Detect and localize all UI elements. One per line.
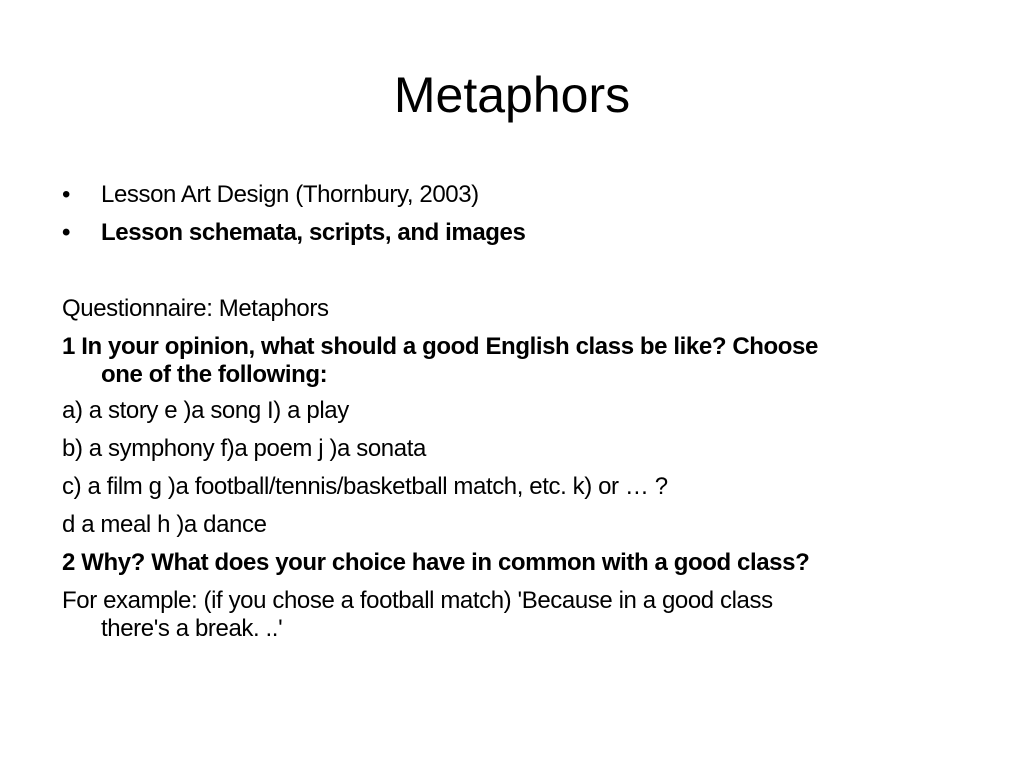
- option-row: c) a film g )a football/tennis/basketball match, etc. k) or … ?: [62, 473, 668, 500]
- question-1: [62, 332, 962, 388]
- spacer: [62, 256, 962, 294]
- questionnaire-heading: Questionnaire: Metaphors: [62, 295, 329, 322]
- option-row: d a meal h )a dance: [62, 511, 267, 538]
- bullet-item: [62, 218, 962, 248]
- slide-content: [62, 180, 962, 650]
- question-2: 2 Why? What does your choice have in common with a good class?: [62, 549, 810, 576]
- example-text: [62, 586, 962, 642]
- question-1-line-1: 1 In your opinion, what should a good English class be like? Choose: [62, 333, 818, 360]
- option-row: a) a story e )a song I) a play: [62, 397, 349, 424]
- option-row: b) a symphony f)a poem j )a sonata: [62, 435, 426, 462]
- bullet-item: [62, 180, 962, 210]
- example-line-1: For example: (if you chose a football match) 'Because in a good class: [62, 587, 773, 614]
- bullet-icon: •: [62, 219, 71, 246]
- bullet-text: Lesson Art Design (Thornbury, 2003): [101, 181, 479, 208]
- bullet-icon: •: [62, 181, 71, 208]
- question-1-line-2: one of the following:: [101, 361, 328, 388]
- example-line-2: there's a break. ..': [101, 615, 283, 642]
- slide-title: Metaphors: [393, 67, 631, 123]
- bullet-text: Lesson schemata, scripts, and images: [101, 219, 526, 246]
